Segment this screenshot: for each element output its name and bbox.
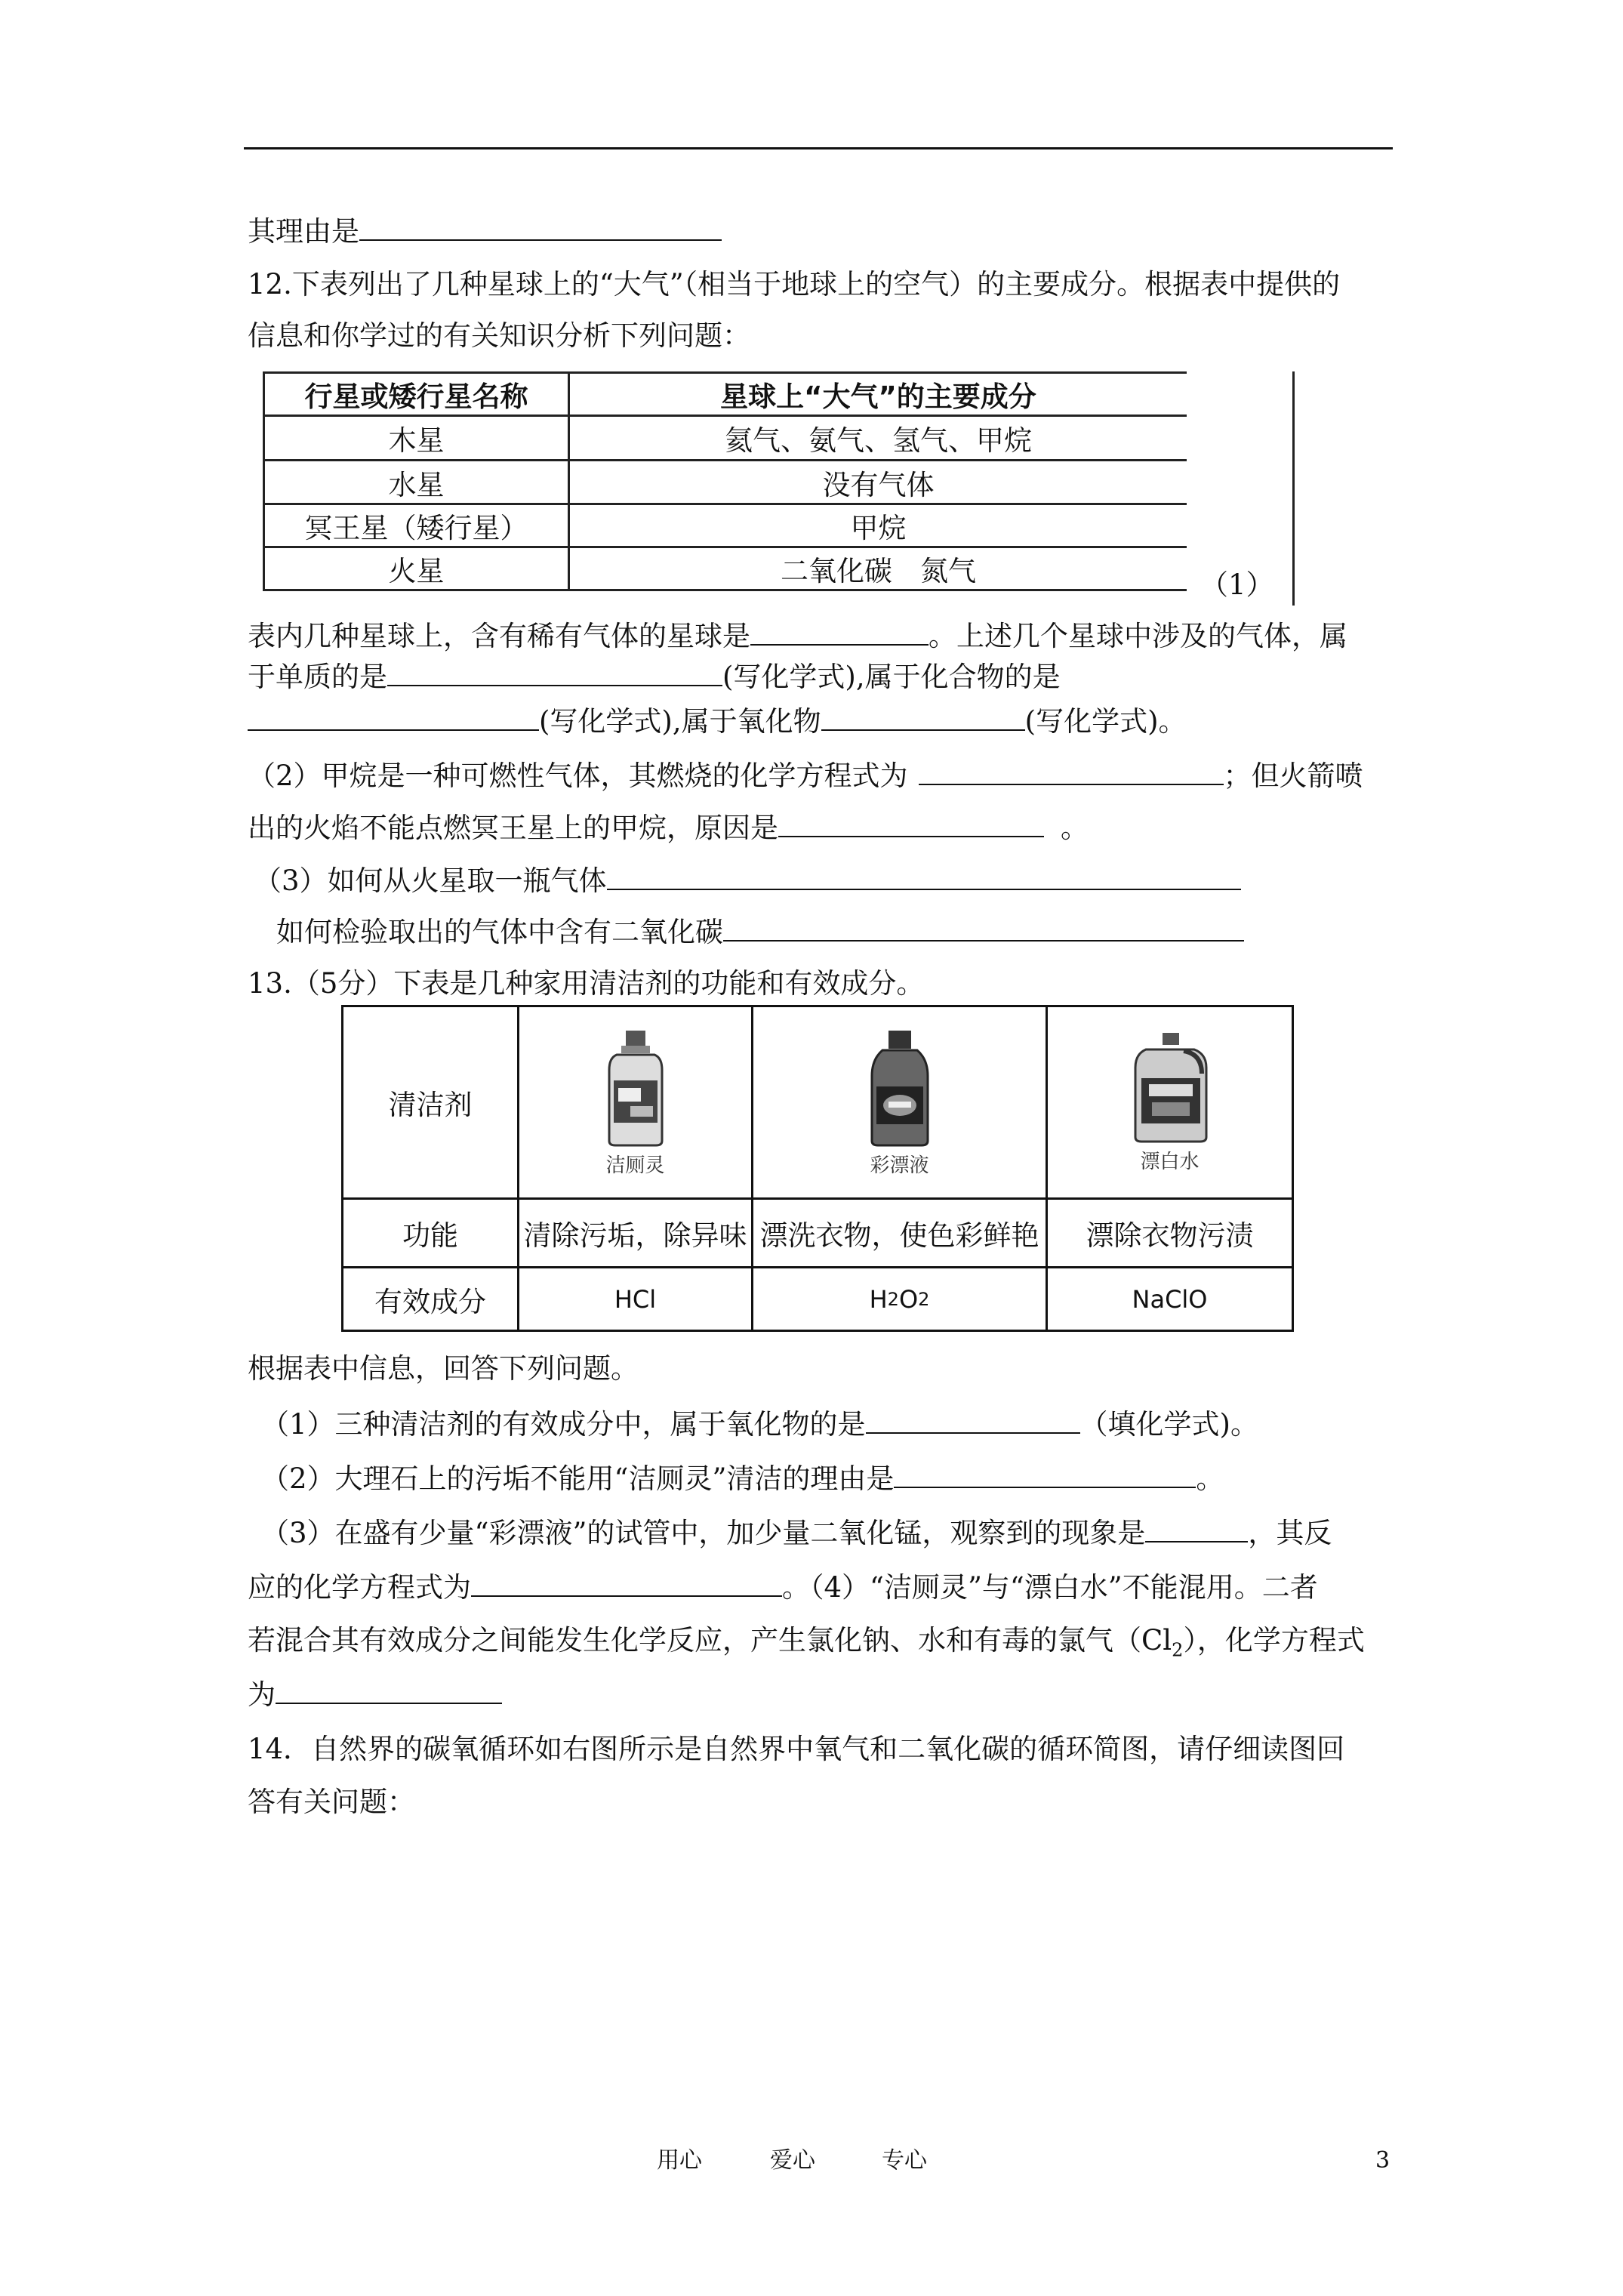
ingredient-cell: HCl xyxy=(614,1284,657,1314)
q13-part3-text: 。（4）“洁厕灵”与“漂白水”不能混用。二者 xyxy=(782,1571,1318,1604)
q13-part1-text: （填化学式)。 xyxy=(1079,1408,1258,1441)
q13-part2-text: 。 xyxy=(1196,1462,1224,1495)
q12-part2-line2 xyxy=(248,811,1089,846)
planet-atmosphere-cell: 氦气、氨气、氢气、甲烷 xyxy=(725,424,1032,457)
q13-part1-text: （1）三种清洁剂的有效成分中，属于氧化物的是 xyxy=(261,1408,866,1441)
product-cell xyxy=(753,1007,1046,1197)
q12-part2-text: 出的火焰不能点燃冥王星上的甲烷，原因是 xyxy=(248,812,778,844)
page-number: 3 xyxy=(1375,2147,1390,2174)
row-label-function: 功能 xyxy=(402,1219,458,1252)
footer-motto: 专心 xyxy=(882,2147,927,2174)
q12-part1-line1 xyxy=(248,619,1347,654)
answer-blank xyxy=(919,760,1224,785)
q13-part2-text: （2）大理石上的污垢不能用“洁厕灵”清洁的理由是 xyxy=(261,1462,895,1495)
q12-part1-line2 xyxy=(248,660,1061,695)
answer-blank xyxy=(778,812,1044,837)
ingredient-cell: NaClO xyxy=(1132,1284,1208,1314)
planet-name-cell: 火星 xyxy=(388,555,445,587)
q13-part4-text: 若混合其有效成分之间能发生化学反应，产生氯化钠、水和有毒的氯气（Cl xyxy=(248,1624,1172,1657)
q13-stem: 13.（5分）下表是几种家用清洁剂的功能和有效成分。 xyxy=(248,967,925,1000)
reason-line xyxy=(248,214,722,249)
q12-stem-line2: 信息和你学过的有关知识分析下列问题： xyxy=(248,319,750,352)
q13-part3-line1 xyxy=(261,1516,1332,1551)
q12-part1-text: (写化学式)。 xyxy=(1024,705,1187,738)
q13-part4-line1 xyxy=(248,1623,1365,1667)
q12-part3-line2 xyxy=(276,915,1244,950)
answer-blank xyxy=(276,1678,502,1704)
formula-subscript: 2 xyxy=(887,1288,899,1310)
footer-motto: 爱心 xyxy=(770,2147,815,2174)
answer-blank xyxy=(866,1408,1080,1434)
product-label: 彩漂液 xyxy=(870,1154,929,1177)
q12-part2-line1 xyxy=(248,759,1363,794)
answer-blank xyxy=(471,1571,782,1597)
formula-subscript: 2 xyxy=(918,1288,930,1310)
cleaner-table xyxy=(341,1005,1294,1332)
formula-part: H xyxy=(869,1284,888,1314)
bleach-jug-icon xyxy=(1125,1031,1215,1145)
planet-atmosphere-cell: 甲烷 xyxy=(850,512,907,544)
function-cell: 漂除衣物污渍 xyxy=(1086,1219,1254,1252)
q12-part1-text: 于单质的是 xyxy=(248,661,387,693)
q13-part3-line2 xyxy=(248,1570,1318,1605)
q12-part2-text: ；但火箭喷 xyxy=(1223,760,1363,792)
reason-label: 其理由是 xyxy=(248,215,359,248)
planet-name-cell: 冥王星（矮行星） xyxy=(304,512,528,544)
function-cell: 漂洗衣物，使色彩鲜艳 xyxy=(759,1219,1039,1252)
answer-blank xyxy=(894,1462,1196,1488)
answer-blank xyxy=(723,916,1244,942)
q13-part3-text: ，其反 xyxy=(1248,1517,1332,1549)
q12-part1-text: 。上述几个星球中涉及的气体，属 xyxy=(929,620,1347,652)
answer-blank xyxy=(1145,1517,1248,1542)
q12-part1-line3 xyxy=(248,704,1187,739)
q13-part1 xyxy=(261,1407,1258,1442)
answer-blank xyxy=(821,705,1025,731)
planet-name-cell: 木星 xyxy=(388,424,445,457)
formula-subscript: 2 xyxy=(1172,1639,1184,1661)
product-label: 漂白水 xyxy=(1140,1150,1200,1173)
q13-part4-text: ），化学方程式 xyxy=(1183,1624,1365,1657)
function-cell: 清除污垢，除异味 xyxy=(523,1219,747,1252)
product-cell xyxy=(1048,1007,1292,1197)
answer-blank xyxy=(750,620,929,646)
q12-part1-text: (写化学式),属于氧化物 xyxy=(539,705,821,738)
formula-part: O xyxy=(898,1284,919,1314)
q12-part3-text: （3）如何从火星取一瓶气体 xyxy=(254,864,607,897)
q12-part2-text: （2）甲烷是一种可燃性气体，其燃烧的化学方程式为 xyxy=(248,760,908,792)
q13-part2 xyxy=(261,1462,1224,1496)
q13-part4-line2 xyxy=(248,1678,502,1712)
q14-line1: 14．自然界的碳氧循环如右图所示是自然界中氧气和二氧化碳的循环简图，请仔细读图回 xyxy=(248,1733,1345,1765)
row-label-ingredient: 有效成分 xyxy=(374,1285,486,1318)
planet-table-header-atmosphere: 星球上“大气”的主要成分 xyxy=(720,381,1036,413)
q14-line2: 答有关问题： xyxy=(248,1786,415,1818)
q12-part3-text: 如何检验取出的气体中含有二氧化碳 xyxy=(276,916,723,948)
answer-blank xyxy=(359,215,722,241)
planet-name-cell: 水星 xyxy=(388,468,445,501)
planet-table-header-name: 行星或矮行星名称 xyxy=(304,381,528,413)
answer-blank xyxy=(248,705,539,731)
product-cell xyxy=(519,1007,751,1197)
product-label: 洁厕灵 xyxy=(605,1154,665,1177)
q12-part3-line1 xyxy=(254,864,1241,898)
q13-part3-text: （3）在盛有少量“彩漂液”的试管中，加少量二氧化锰，观察到的现象是 xyxy=(261,1517,1146,1549)
q13-part3-text: 应的化学方程式为 xyxy=(248,1571,471,1604)
q12-part1-text: 表内几种星球上，含有稀有气体的星球是 xyxy=(248,620,750,652)
planet-atmosphere-table xyxy=(263,371,1187,590)
ingredient-cell xyxy=(753,1268,1046,1330)
answer-blank xyxy=(387,661,722,686)
planet-atmosphere-cell: 二氧化碳 氮气 xyxy=(781,555,976,587)
part1-marker: （1） xyxy=(1200,569,1274,601)
row-label-cleaner: 清洁剂 xyxy=(388,1089,473,1121)
header-rule xyxy=(244,147,1393,149)
q13-after-table: 根据表中信息，回答下列问题。 xyxy=(248,1352,639,1385)
q12-stem-line1: 12.下表列出了几种星球上的“大气”（相当于地球上的空气）的主要成分。根据表中提供的 xyxy=(248,268,1341,300)
planet-atmosphere-cell: 没有气体 xyxy=(822,468,935,501)
toilet-cleaner-bottle-icon xyxy=(594,1028,677,1148)
answer-blank xyxy=(607,864,1241,890)
q13-part4-text: 为 xyxy=(248,1678,276,1711)
q12-part1-text: (写化学式),属于化合物的是 xyxy=(722,661,1061,693)
color-bleach-bottle-icon xyxy=(858,1028,941,1148)
q12-part2-text: 。 xyxy=(1061,812,1089,844)
image-frame-edge xyxy=(1292,371,1295,606)
footer-motto: 用心 xyxy=(657,2147,702,2174)
